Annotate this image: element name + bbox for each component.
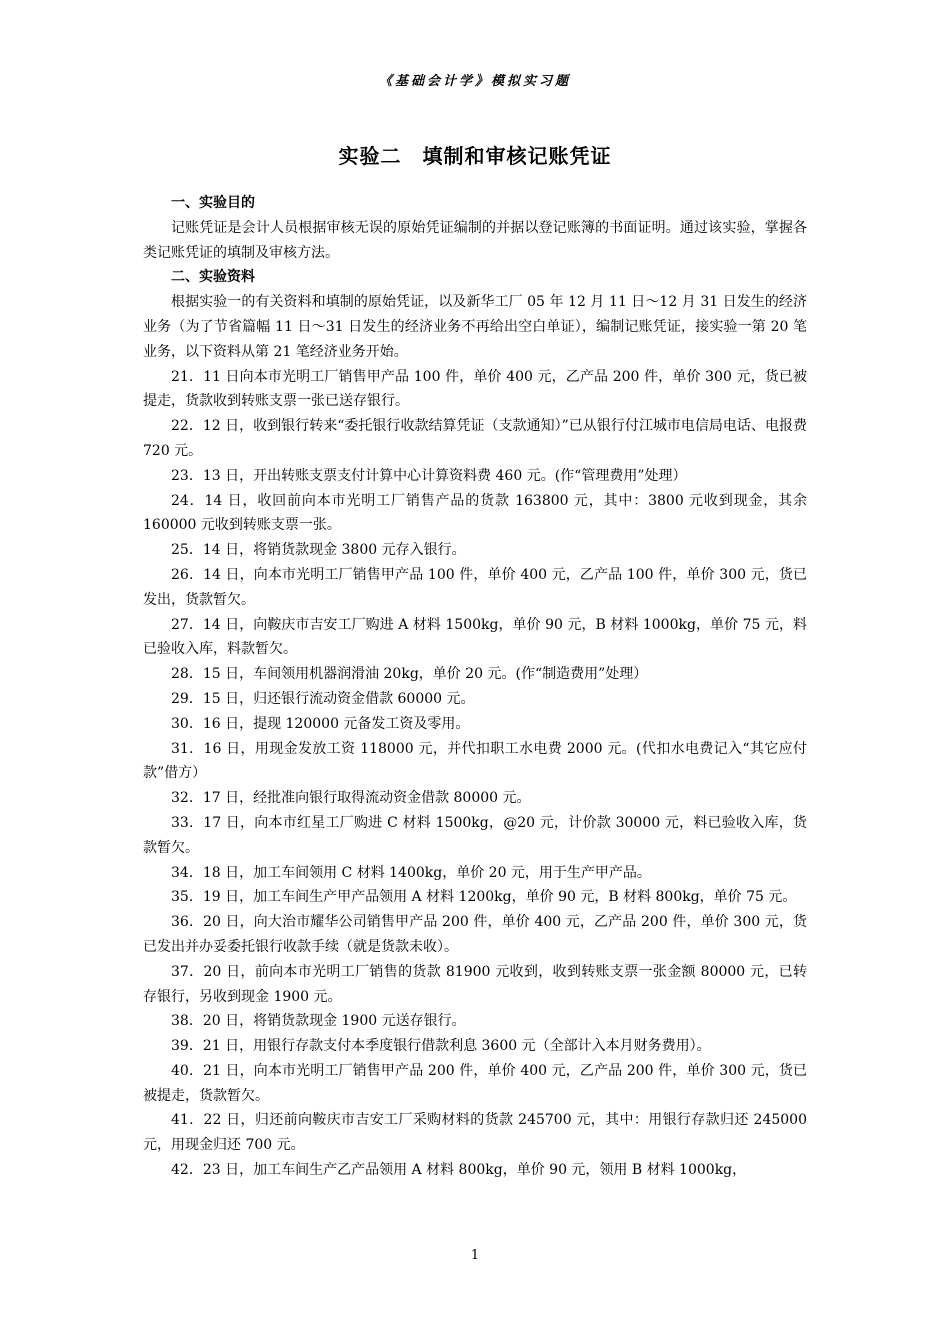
list-item: 24．14 日，收回前向本市光明工厂销售产品的货款 163800 元，其中：3800 元收到现金，其余 160000 元收到转账支票一张。	[143, 492, 807, 534]
section-heading-purpose: 一、实验目的	[171, 195, 255, 211]
list-item: 25．14 日，将销货款现金 3800 元存入银行。	[171, 542, 466, 559]
list-item: 32．17 日，经批准向银行取得流动资金借款 80000 元。	[171, 790, 531, 807]
list-item: 33．17 日，向本市红星工厂购进 C 材料 1500kg，@20 元，计价款 30000 元，料已验收入库，货款暂欠。	[143, 814, 807, 856]
page-title: 实验二 填制和审核记账凭证	[338, 144, 612, 168]
list-item: 21．11 日向本市光明工厂销售甲产品 100 件，单价 400 元，乙产品 200 件，单价 300 元，货已被提走，货款收到转账支票一张已送存银行。	[143, 368, 807, 410]
list-item: 40．21 日，向本市光明工厂销售甲产品 200 件，单价 400 元，乙产品 200 件，单价 300 元，货已被提走，货款暂欠。	[143, 1062, 807, 1104]
list-item: 26．14 日，向本市光明工厂销售甲产品 100 件，单价 400 元，乙产品 100 件，单价 300 元，货已发出，货款暂欠。	[143, 566, 807, 608]
list-item: 42．23 日，加工车间生产乙产品领用 A 材料 800kg，单价 90 元，领用 B 材料 1000kg，	[171, 1162, 747, 1179]
section-heading-materials: 二、实验资料	[171, 269, 255, 286]
list-item: 37．20 日，前向本市光明工厂销售的货款 81900 元收到，收到转账支票一张金额 80000 元，已转存银行，另收到现金 1900 元。	[143, 963, 807, 1005]
list-item: 41．22 日，归还前向鞍庆市吉安工厂采购材料的货款 245700 元，其中：用银行存款归还 245000 元，用现金归还 700 元。	[143, 1112, 807, 1154]
list-item: 22．12 日，收到银行转来“委托银行收款结算凭证（支款通知）”已从银行付江城市电信局电话、电报费 720 元。	[143, 418, 807, 459]
list-item: 31．16 日，用现金发放工资 118000 元，并代扣职工水电费 2000 元。(代扣水电费记入“其它应付款”借方）	[143, 740, 807, 782]
list-item: 36．20 日，向大治市耀华公司销售甲产品 200 件，单价 400 元，乙产品 200 件，单价 300 元，货已发出并办妥委托银行收款手续（就是货款未收）。	[143, 914, 807, 955]
list-item: 38．20 日，将销货款现金 1900 元送存银行。	[171, 1013, 466, 1030]
paragraph-purpose: 记账凭证是会计人员根据审核无误的原始凭证编制的并据以登记账簿的书面证明。通过该实验，掌握各类记账凭证的填制及审核方法。	[143, 219, 807, 261]
list-item: 35．19 日，加工车间生产甲产品领用 A 材料 1200kg，单价 90 元，B 材料 800kg，单价 75 元。	[171, 889, 797, 906]
running-header: 《基础会计学》模拟实习题	[378, 74, 571, 89]
list-item: 28．15 日，车间领用机器润滑油 20kg，单价 20 元。(作“制造费用”处理）	[171, 666, 648, 683]
list-item: 29．15 日，归还银行流动资金借款 60000 元。	[171, 690, 475, 707]
list-item: 23．13 日，开出转账支票支付计算中心计算资料费 460 元。(作“管理费用”处理）	[171, 467, 687, 484]
list-item: 30．16 日，提现 120000 元备发工资及零用。	[171, 715, 470, 732]
list-item: 27．14 日，向鞍庆市吉安工厂购进 A 材料 1500kg，单价 90 元，B 材料 1000kg，单价 75 元，料已验收入库，料款暂欠。	[143, 616, 807, 658]
paragraph-materials-intro: 根据实验一的有关资料和填制的原始凭证，以及新华工厂 05 年 12 月 11 日～12 月 31 日发生的经济业务（为了节省篇幅 11 日～31 日发生的经济业务不再给出空白单证），编制记账凭证，接实验一第 20 笔业务，以下资料从第 21 笔经济业务开始。	[143, 294, 807, 360]
list-item: 34．18 日，加工车间领用 C 材料 1400kg，单价 20 元，用于生产甲产品。	[171, 864, 651, 881]
document-body	[143, 191, 807, 1183]
page-number: 1	[470, 1248, 480, 1263]
list-item: 39．21 日，用银行存款支付本季度银行借款利息 3600 元（全部计入本月财务费用）。	[171, 1038, 711, 1055]
